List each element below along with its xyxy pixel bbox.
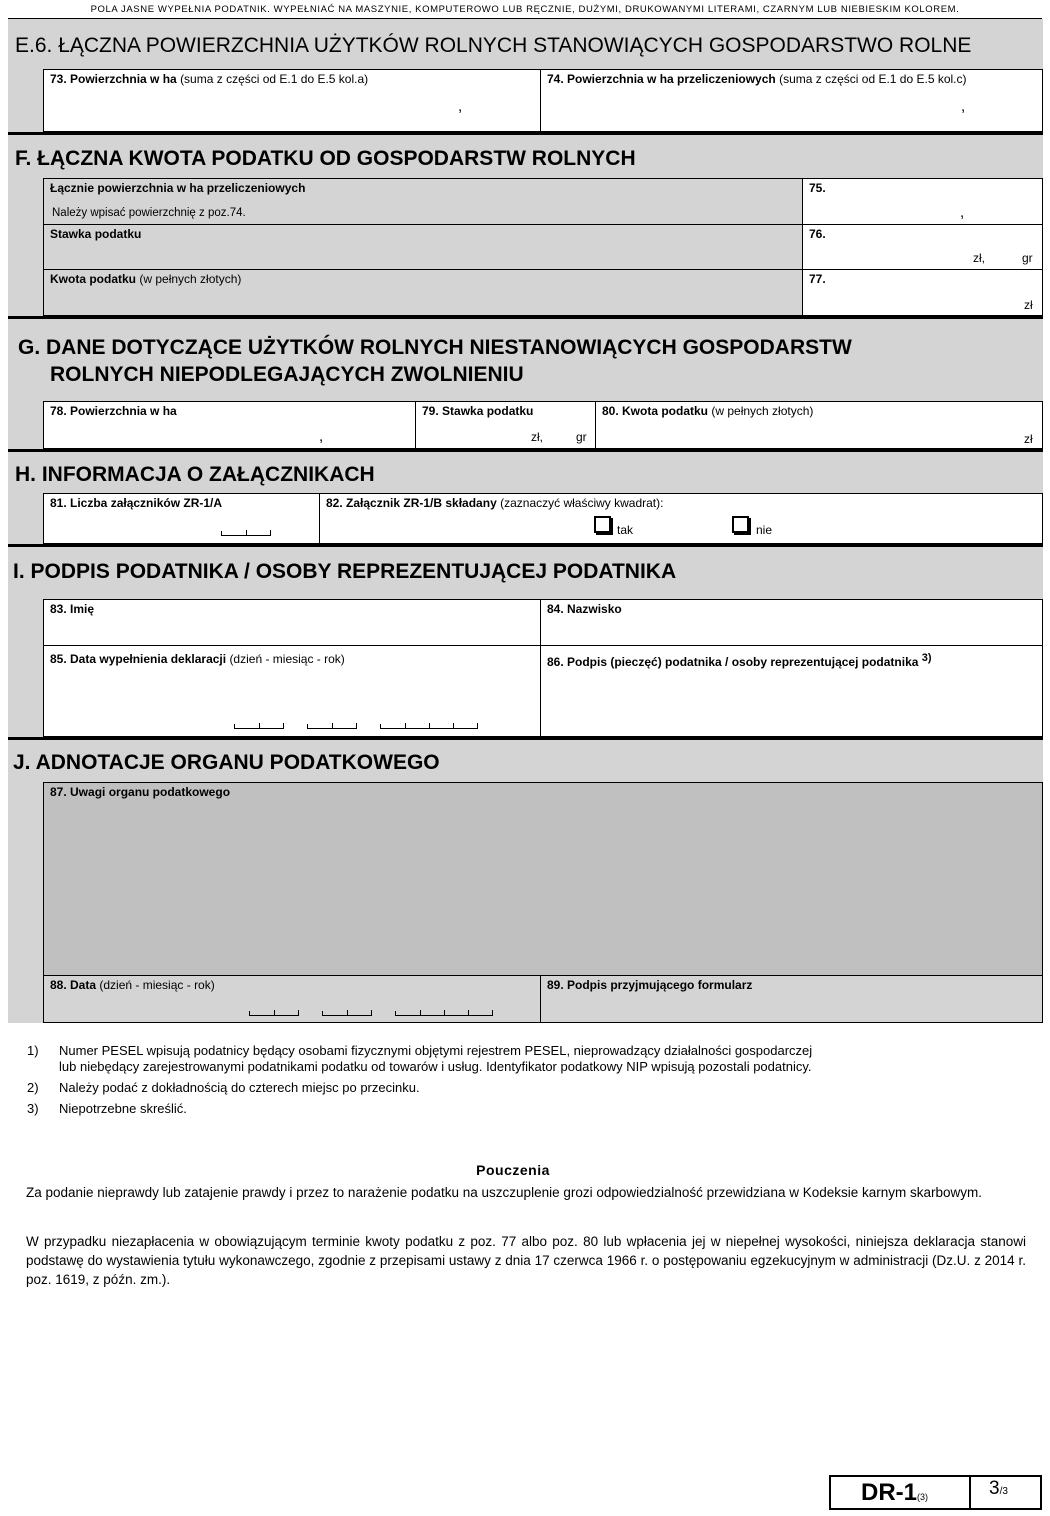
date-year-boxes [380,724,478,729]
date-month-boxes [322,1011,372,1016]
field-78-label: 78. Powierzchnia w ha [50,404,177,418]
row-total-area-text: Łącznie powierzchnia w ha przeliczeniowych [50,181,306,195]
field-74[interactable] [540,69,1043,132]
field-73-note: (suma z części od E.1 do E.5 kol.a) [180,72,369,86]
field-88[interactable] [43,975,541,1023]
field-80[interactable] [595,401,1043,449]
form-version: (3) [917,1492,929,1502]
checkbox-nie-label: nie [756,523,773,537]
unit-zl: zł [1024,432,1033,446]
instructions-title: Pouczenia [476,1162,550,1178]
section-i-title: I. PODPIS PODATNIKA / OSOBY REPREZENTUJĄCEJ PODATNIKA [13,560,677,583]
footnote-number: 1) [27,1043,39,1058]
field-76[interactable] [802,224,1043,270]
unit-zl: zł, [531,430,543,444]
field-89-label: 89. Podpis przyjmującego formularz [547,978,753,992]
decimal-comma: , [458,98,463,115]
field-74-label: 74. Powierzchnia w ha przeliczeniowych [547,72,776,86]
field-86[interactable] [540,645,1043,737]
top-instruction-note: POLA JASNE WYPEŁNIA PODATNIK. WYPEŁNIAĆ NA MASZYNIE, KOMPUTEROWO LUB RĘCZNIE, DUŻYMI, DRUKOWANYMI LITERAMI, CZARNYM LUB NIEBIESKIM KOLOREM. [90,4,960,15]
field-86-label: 86. Podpis (pieczęć) podatnika / osoby reprezentującej podatnika [547,655,919,669]
field-73[interactable] [43,69,541,132]
field-80-note: (w pełnych złotych) [711,404,814,418]
field-79-label: 79. Stawka podatku [422,404,534,418]
row-tax-amount-label [43,269,803,316]
section-g-title-line2: ROLNYCH NIEPODLEGAJĄCYCH ZWOLNIENIU [50,363,524,386]
footnote-text: Numer PESEL wpisują podatnicy będący osobami fizycznymi objętymi rejestrem PESEL, nieprowadzący działalności gospodarczej [59,1043,813,1058]
row-total-area-note: Należy wpisać powierzchnię z poz.74. [52,207,246,219]
footnote-number: 2) [27,1080,39,1095]
section-j-title: J. ADNOTACJE ORGANU PODATKOWEGO [13,751,440,774]
field-76-label: 76. [809,227,826,241]
footnote-1 [27,1043,977,1077]
field-77-label: 77. [809,272,826,286]
field-85[interactable] [43,645,541,737]
field-87-label: 87. Uwagi organu podatkowego [50,785,231,799]
date-month-boxes [307,724,357,729]
decimal-comma: , [961,98,966,115]
row-tax-amount-text: Kwota podatku [50,272,136,286]
field-82 [319,493,1043,544]
footnote-2 [27,1080,977,1098]
unit-zl: zł, [973,251,985,265]
field-75[interactable] [802,178,1043,225]
field-82-label: 82. Załącznik ZR-1/B składany [326,496,497,510]
row-tax-amount-note: (w pełnych złotych) [139,272,242,286]
field-74-note: (suma z części od E.1 do E.5 kol.c) [779,72,967,86]
digit-boxes [221,531,271,536]
field-84[interactable] [540,599,1043,646]
field-75-label: 75. [809,181,826,195]
section-g-title-line1: G. DANE DOTYCZĄCE UŻYTKÓW ROLNYCH NIESTANOWIĄCYCH GOSPODARSTW [18,336,852,359]
unit-gr: gr [576,430,587,444]
row-tax-rate-text: Stawka podatku [50,227,142,241]
checkbox-tak[interactable] [594,516,611,533]
footnote-text: lub niebędący zarejestrowanymi podatnikami podatku od towarów i usług. Identyfikator podatkowy NIP wpisują pozostali podatnicy. [59,1059,812,1074]
instructions-paragraph-1: Za podanie nieprawdy lub zatajenie prawdy i przez to narażenie podatku na uszczuplenie grozi odpowiedzialność przewidziana w Kodeksie karnym skarbowym. [26,1185,983,1200]
decimal-comma: , [960,204,965,221]
field-78[interactable] [43,401,416,449]
form-code: DR-1 [861,1479,918,1506]
footnote-3 [27,1101,977,1119]
footnote-number: 3) [27,1101,39,1116]
field-83[interactable] [43,599,541,646]
checkbox-nie[interactable] [732,516,749,533]
field-79[interactable] [415,401,596,449]
form-code-box [829,1475,1042,1510]
date-year-boxes [395,1011,493,1016]
date-day-boxes [234,724,284,729]
field-85-note: (dzień - miesiąc - rok) [229,652,345,666]
unit-gr: gr [1022,251,1033,265]
field-83-label: 83. Imię [50,602,95,616]
field-87[interactable] [43,782,1043,976]
page-total: /3 [999,1486,1008,1497]
date-day-boxes [249,1011,299,1016]
footnote-text: Niepotrzebne skreślić. [59,1101,187,1116]
section-e6-title: E.6. ŁĄCZNA POWIERZCHNIA UŻYTKÓW ROLNYCH STANOWIĄCYCH GOSPODARSTWO ROLNE [15,34,972,57]
instructions-paragraph-2: W przypadku niezapłacenia w obowiązującym terminie kwoty podatku z poz. 77 albo poz. 80 lub wpłacenia jej w niepełnej wysokości, niniejsza deklaracja stanowi podstawę do wystawienia tytułu wykonawczego, zgodnie z przepisami ustawy z dnia 17 czerwca 1966 r. o postępowaniu egzekucyjnym w administracji (Dz.U. z 2014 r. poz. 1619, z późn. zm.). [26,1234,1026,1287]
unit-zl: zł [1024,298,1033,312]
section-f-title: F. ŁĄCZNA KWOTA PODATKU OD GOSPODARSTW ROLNYCH [15,147,636,170]
field-84-label: 84. Nazwisko [547,602,622,616]
field-88-label: 88. Data [50,978,97,992]
footnote-ref: 3) [921,652,932,664]
checkbox-tak-label: tak [617,523,634,537]
form-code-divider [969,1477,971,1508]
footnote-text: Należy podać z dokładnością do czterech miejsc po przecinku. [59,1080,420,1095]
field-73-label: 73. Powierzchnia w ha [50,72,177,86]
page-number: 3 [989,1478,1000,1499]
field-81[interactable] [43,493,320,544]
row-total-area-label [43,178,803,225]
field-77[interactable] [802,269,1043,316]
field-82-note: (zaznaczyć właściwy kwadrat): [500,496,664,510]
field-88-note: (dzień - miesiąc - rok) [99,978,215,992]
row-tax-rate-label [43,224,803,270]
section-h-title: H. INFORMACJA O ZAŁĄCZNIKACH [15,463,375,486]
field-81-label: 81. Liczba załączników ZR-1/A [50,496,223,510]
field-80-label: 80. Kwota podatku [602,404,709,418]
field-89[interactable] [540,975,1043,1023]
decimal-comma: , [319,428,324,445]
field-85-label: 85. Data wypełnienia deklaracji [50,652,227,666]
